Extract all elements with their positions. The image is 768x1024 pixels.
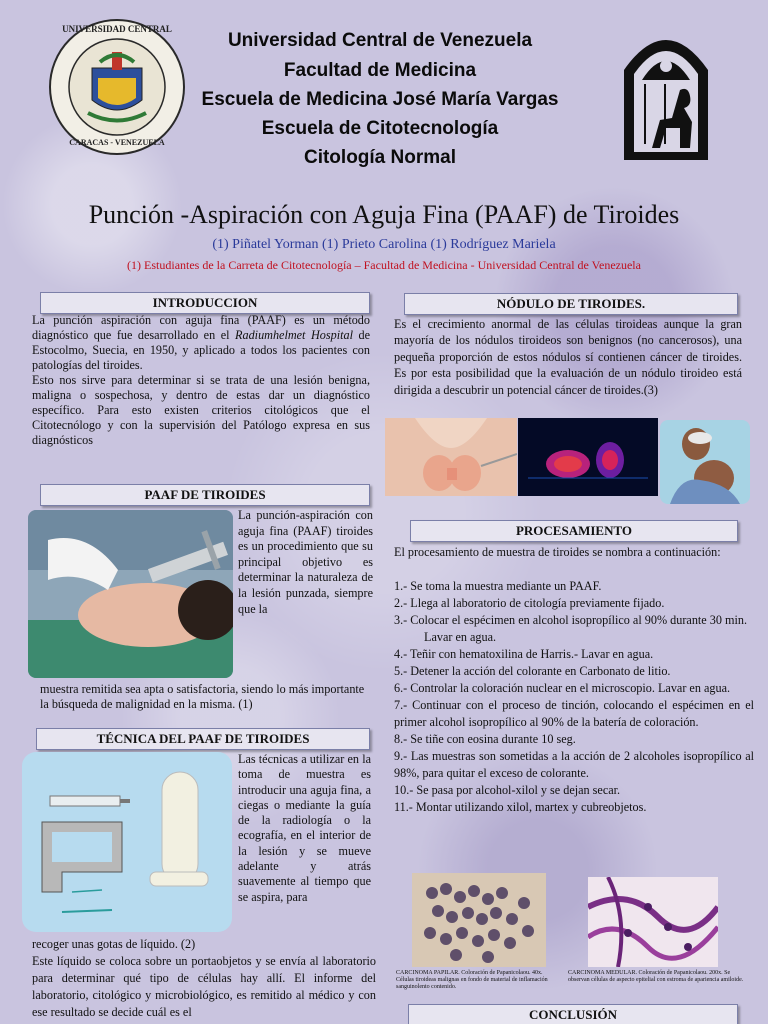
paaf-heading: PAAF DE TIROIDES	[40, 484, 370, 506]
tecnica-line-after: recoger unas gotas de líquido. (2)	[32, 937, 196, 951]
paaf-procedure-photo	[28, 510, 233, 678]
header-subject: Citología Normal	[303, 147, 456, 168]
introduccion-text	[32, 313, 370, 448]
authors: (1) Piñatel Yorman (1) Prieto Carolina (1) Rodríguez Mariela	[212, 237, 556, 252]
introduccion-p1b: de Estocolmo, Suecia, en 1950, y aplicado a todos los pacientes con patologías del tiroides.	[32, 328, 370, 372]
header-faculty: Facultad de Medicina	[283, 60, 477, 81]
introduccion-heading: INTRODUCCION	[40, 292, 370, 314]
university-seal	[48, 18, 186, 156]
tecnica-heading: TÉCNICA DEL PAAF DE TIROIDES	[36, 728, 370, 750]
patient-goiter-photo	[660, 420, 750, 504]
introduccion-p2: Esto nos sirve para determinar si se trata de una lesión benigna, maligna o sospechosa, y dentro de estas dar un diagnóstico específico. Para esto existen criterios citológicos que el Citotecnólogo y con la supervisión del Patólogo expresa en sus diagnósticos	[32, 373, 370, 447]
thyroid-illustration-photo	[385, 418, 517, 496]
paaf-side-text: La punción-aspiración con aguja fina (PAAF) tiroides es un procedimiento que su principal objetivo es determinar la naturaleza de la lesión punzada, siempre que la	[238, 508, 373, 616]
tecnica-bottom-text: Este líquido se coloca sobre un portaobjetos y se envía al laboratorio para determinar qué tipo de células hay allí. El informe del laboratorio, citológico y microbiológico, es remitido al médico y con ese resultado se decide cuál es el	[32, 954, 376, 1019]
affiliation: (1) Estudiantes de la Carreta de Citotecnología – Facultad de Medicina - Universidad Central de Venezuela	[127, 258, 641, 272]
procesamiento-step: 2.- Llega al laboratorio de citología previamente fijado.	[394, 596, 665, 610]
procesamiento-intro: El procesamiento de muestra de tiroides se nombra a continuación:	[394, 545, 721, 559]
header-university: Universidad Central de Venezuela	[227, 30, 533, 51]
procesamiento-step: 3.- Colocar el espécimen en alcohol isopropílico al 90% durante 30 min.	[394, 613, 747, 627]
procesamiento-step: 8.- Se tiñe con eosina durante 10 seg.	[394, 732, 576, 746]
procesamiento-step: 1.- Se toma la muestra mediante un PAAF.	[394, 579, 602, 593]
procesamiento-step: 4.- Teñir con hematoxilina de Harris.- Lavar en agua.	[394, 647, 654, 661]
procesamiento-step: 11.- Montar utilizando xilol, martex y cubreobjetos.	[394, 800, 647, 814]
conclusion-heading: CONCLUSIÓN	[408, 1004, 738, 1024]
introduccion-hospital: Radiumhelmet Hospital	[235, 328, 353, 342]
paaf-instruments-photo	[22, 752, 232, 932]
papillary-caption: CARCINOMA PAPILAR. Coloración de Papanicolaou. 40x. Células tiroideas malignas en fondo de material de inflamación sanguinolento contenido.	[396, 970, 548, 990]
header-citotecnologia: Escuela de Citotecnología	[261, 118, 499, 139]
seal-top-text: UNIVERSIDAD CENTRAL	[62, 24, 172, 34]
procesamiento-heading: PROCESAMIENTO	[410, 520, 738, 542]
procesamiento-step: 6.- Controlar la coloración nuclear en el microscopio. Lavar en agua.	[394, 681, 731, 695]
nodulo-heading: NÓDULO DE TIROIDES.	[404, 293, 738, 315]
medullary-carcinoma-micrograph	[588, 877, 718, 967]
procesamiento-step: 9.- Las muestras son sometidas a la acción de 2 alcoholes isopropílico al 98%, para quitar el exceso de colorante.	[394, 749, 754, 780]
procesamiento-step: Lavar en agua.	[424, 630, 497, 644]
procesamiento-step: 7.- Continuar con el proceso de tinción, colocando el espécimen en el primer alcohol isopropílico al 90% de la batería de coloración.	[394, 698, 754, 729]
poster-title: Punción -Aspiración con Aguja Fina (PAAF) de Tiroides	[88, 200, 680, 229]
header-school: Escuela de Medicina José María Vargas	[201, 89, 559, 110]
tecnica-side-text: Las técnicas a utilizar en la toma de muestra es introducir una aguja fina, a ciegas o mediante la guía de la radiología o la ecografía, en el interior de la lesión y se mueve adelante y atrás suavemente al tiempo que se aspira, para	[238, 752, 371, 904]
procesamiento-steps	[394, 578, 754, 816]
procesamiento-step: 10.- Se pasa por alcohol-xilol y se dejan secar.	[394, 783, 621, 797]
nodulo-text: Es el crecimiento anormal de las células tiroideas aunque la gran mayoría de los nódulos tiroideos son benignos (no cancerosos), una pequeña proporción de estos nódulos sí contienen cáncer de tiroides. Es por esta posibilidad que la evaluación de un nódulo tiroideo está dirigida a descubrir un potencial cáncer de tiroides.(3)	[394, 317, 742, 397]
medullary-caption: CARCINOMA MEDULAR. Coloración de Papanicolaou. 200x. Se observan células de aspecto epitelial con estroma de apariencia amiloide.	[568, 970, 744, 983]
papillary-carcinoma-micrograph	[412, 873, 546, 967]
gothic-window-logo-icon	[620, 20, 712, 162]
procesamiento-step: 5.- Detener la acción del colorante en Carbonato de litio.	[394, 664, 671, 678]
introduccion-p1a: La punción aspiración con aguja fina (PAAF) es un método diagnóstico que fue desarrollado en el	[32, 313, 370, 342]
thyroid-scan-image	[518, 418, 658, 496]
paaf-bottom-text: muestra remitida sea apta o satisfactoria, siendo lo más importante la búsqueda de malignidad en la misma. (1)	[40, 682, 365, 711]
seal-bottom-text: CARACAS - VENEZUELA	[69, 138, 165, 147]
